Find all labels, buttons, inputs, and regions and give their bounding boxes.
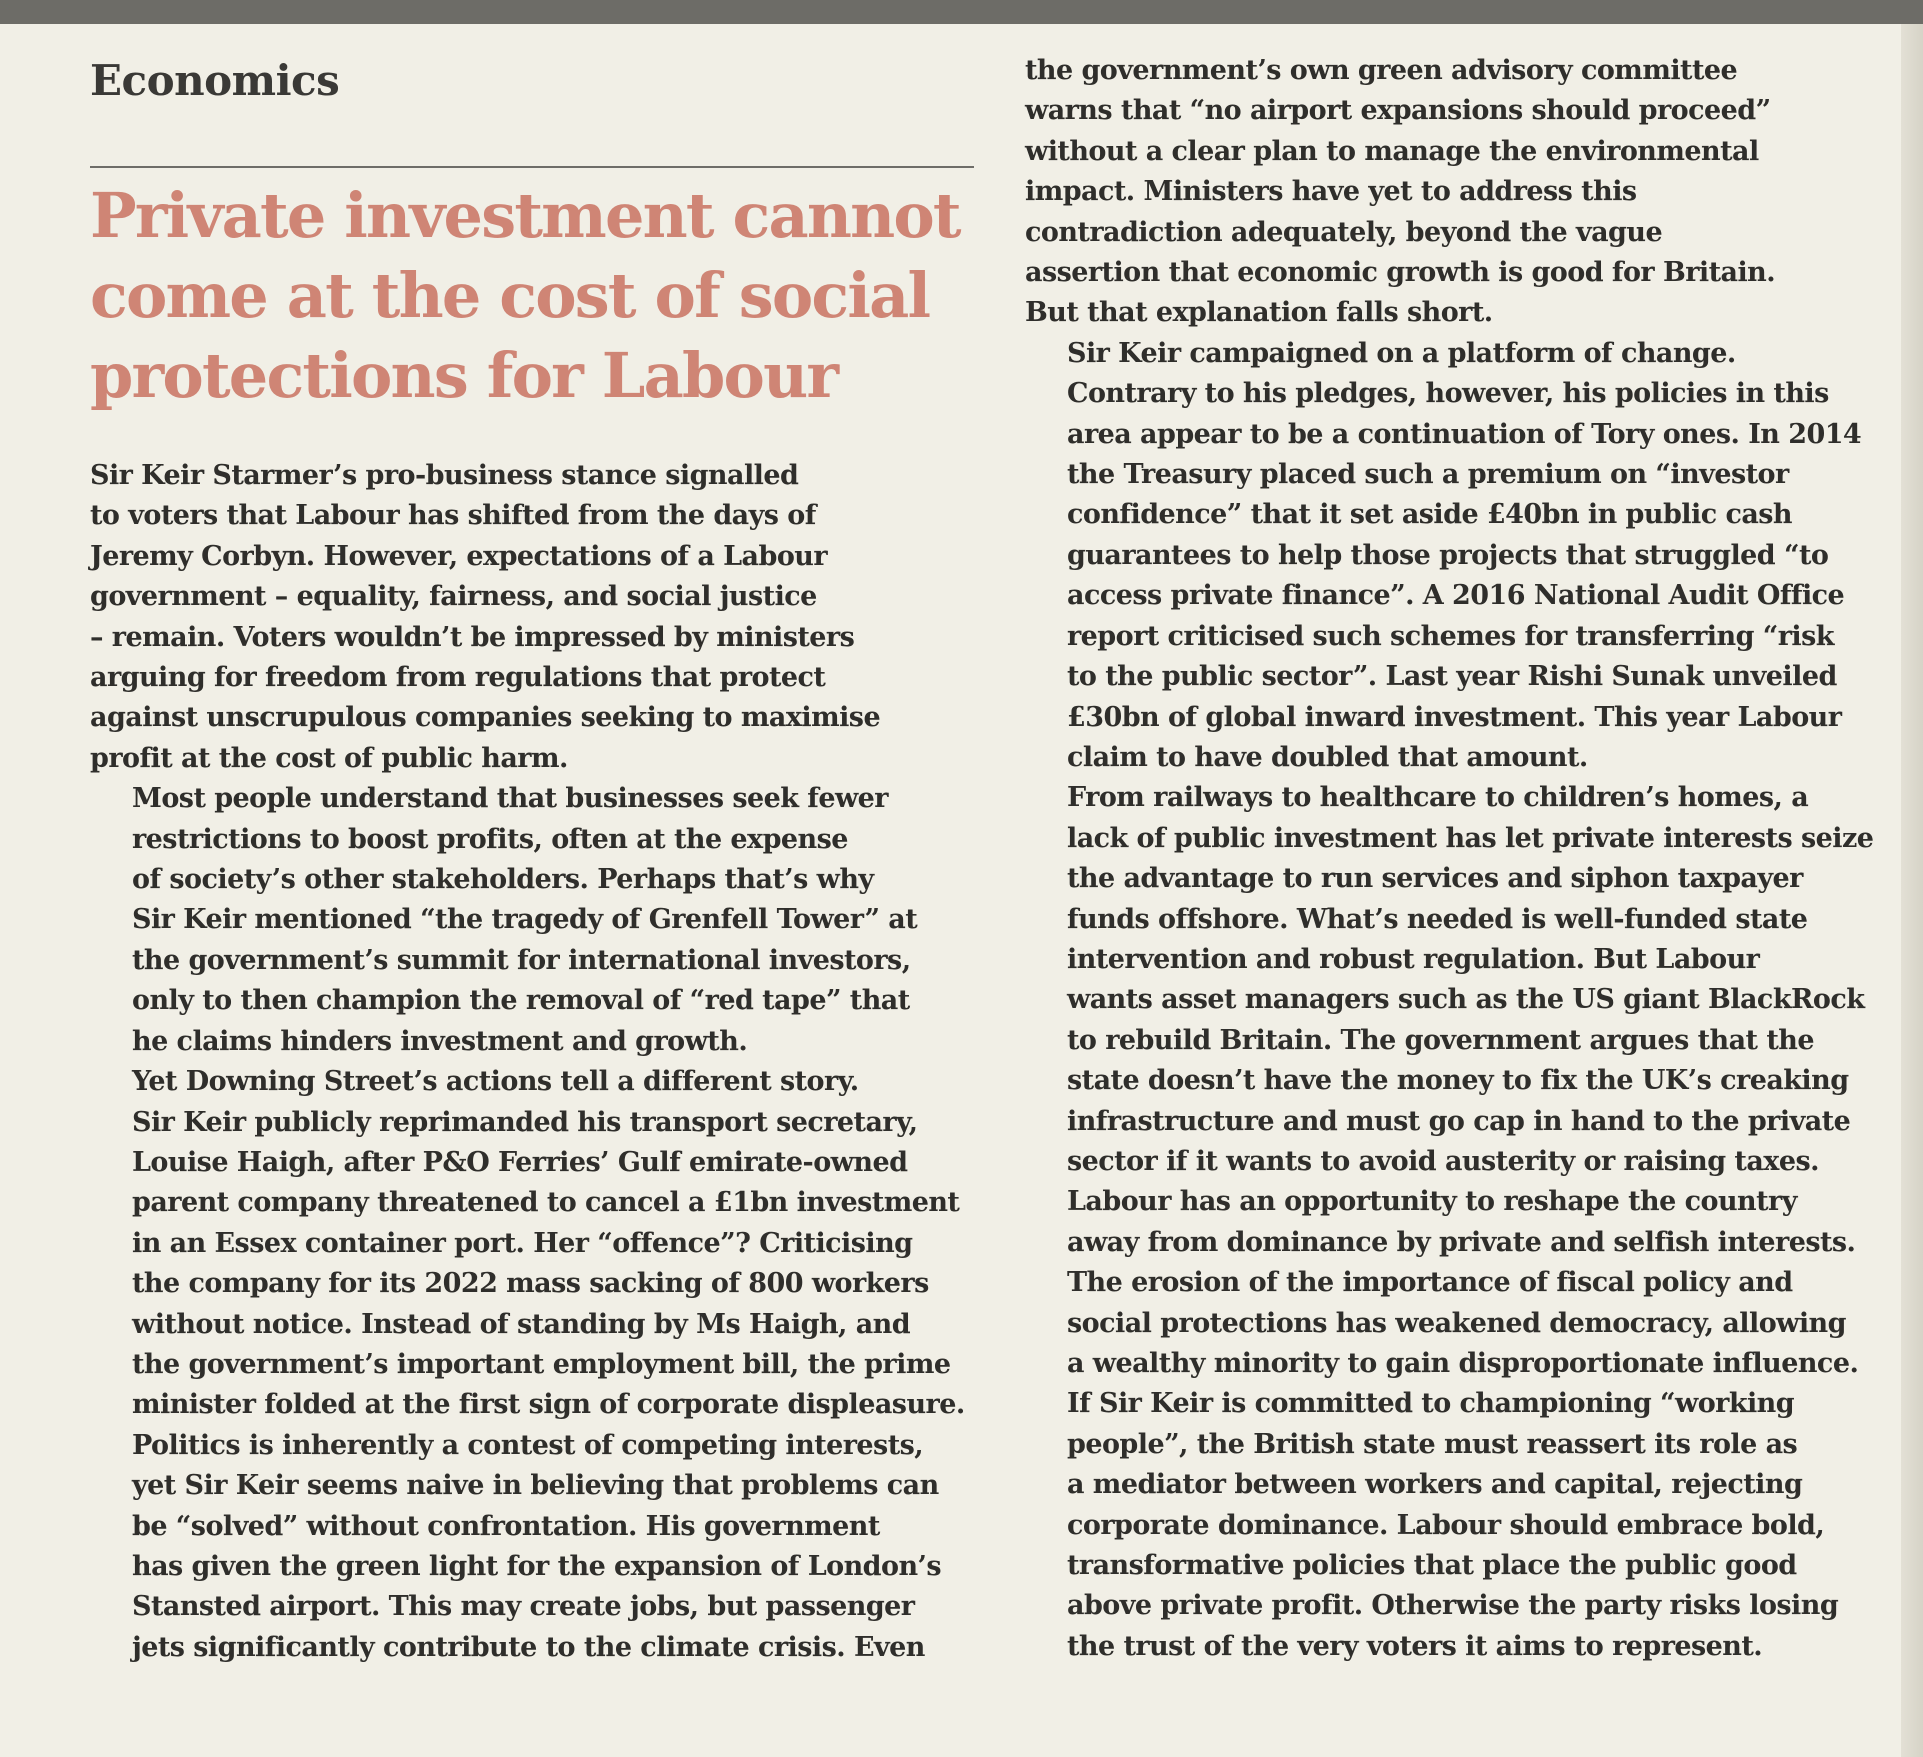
text-line: he claims hinders investment and growth.: [132, 1025, 748, 1057]
article-headline: [90, 176, 980, 416]
text-line: guarantees to help those projects that struggled “to: [1067, 539, 1829, 571]
article-paragraph: [1025, 778, 1905, 1182]
text-line: has given the green light for the expansion of London’s: [132, 1550, 942, 1582]
text-line: minister folded at the first sign of corporate displeasure.: [132, 1389, 965, 1421]
article-column-right: [1025, 51, 1905, 1667]
text-line: away from dominance by private and selfish interests.: [1067, 1226, 1856, 1258]
text-line: – remain. Voters wouldn’t be impressed by ministers: [90, 621, 855, 653]
text-line: parent company threatened to cancel a £1bn investment: [132, 1187, 960, 1219]
text-line: confidence” that it set aside £40bn in public cash: [1067, 499, 1793, 531]
article-paragraph: [1025, 51, 1905, 334]
text-line: the government’s own green advisory committee: [1025, 55, 1738, 86]
article-paragraph: [90, 1426, 990, 1668]
text-line: Sir Keir campaigned on a platform of change.: [1067, 337, 1736, 369]
text-line: infrastructure and must go cap in hand to the private: [1067, 1105, 1851, 1137]
text-line: funds offshore. What’s needed is well-funded state: [1067, 903, 1808, 935]
text-line: report criticised such schemes for transferring “risk: [1067, 620, 1834, 652]
text-line: Sir Keir publicly reprimanded his transport secretary,: [132, 1106, 918, 1138]
text-line: Sir Keir Starmer’s pro-business stance signalled: [90, 460, 799, 491]
text-line: Yet Downing Street’s actions tell a different story.: [132, 1066, 859, 1098]
text-line: against unscrupulous companies seeking to maximise: [90, 702, 881, 734]
text-line: But that explanation falls short.: [1025, 297, 1493, 329]
text-line: From railways to healthcare to children’s homes, a: [1067, 782, 1809, 814]
text-line: restrictions to boost profits, often at the expense: [132, 823, 848, 855]
text-line: a mediator between workers and capital, rejecting: [1067, 1469, 1803, 1501]
text-line: the advantage to run services and siphon taxpayer: [1067, 863, 1803, 895]
text-line: £30bn of global inward investment. This year Labour: [1067, 701, 1842, 733]
text-line: be “solved” without confrontation. His government: [132, 1510, 880, 1542]
page-top-border: [0, 0, 1923, 24]
text-line: Jeremy Corbyn. However, expectations of a Labour: [90, 540, 828, 572]
text-line: of society’s other stakeholders. Perhaps that’s why: [132, 864, 874, 896]
text-line: If Sir Keir is committed to championing “working: [1067, 1388, 1795, 1420]
text-line: transformative policies that place the public good: [1067, 1550, 1797, 1582]
text-line: Labour has an opportunity to reshape the country: [1067, 1186, 1797, 1218]
article-paragraph: [90, 1062, 990, 1426]
text-line: state doesn’t have the money to fix the UK’s creaking: [1067, 1065, 1849, 1097]
text-line: only to then champion the removal of “red tape” that: [132, 985, 910, 1017]
text-line: to voters that Labour has shifted from the days of: [90, 500, 816, 532]
text-line: Contrary to his pledges, however, his policies in this: [1067, 378, 1829, 410]
text-line: the company for its 2022 mass sacking of 800 workers: [132, 1268, 929, 1300]
text-line: profit at the cost of public harm.: [90, 742, 568, 774]
text-line: access private finance”. A 2016 National Audit Office: [1067, 580, 1845, 612]
text-line: without a clear plan to manage the environmental: [1025, 135, 1759, 167]
section-divider: [90, 166, 974, 168]
text-line: corporate dominance. Labour should embrace bold,: [1067, 1509, 1825, 1541]
text-line: wants asset managers such as the US giant BlackRock: [1067, 984, 1865, 1016]
text-line: arguing for freedom from regulations that protect: [90, 662, 826, 694]
text-line: above private profit. Otherwise the party risks losing: [1067, 1590, 1839, 1622]
text-line: people”, the British state must reassert its role as: [1067, 1428, 1798, 1460]
text-line: yet Sir Keir seems naive in believing that problems can: [132, 1470, 939, 1502]
text-line: assertion that economic growth is good for Britain.: [1025, 257, 1776, 289]
text-line: contradiction adequately, beyond the vague: [1025, 216, 1663, 248]
text-line: jets significantly contribute to the climate crisis. Even: [132, 1631, 925, 1663]
text-line: warns that “no airport expansions should proceed”: [1025, 95, 1771, 127]
headline-line: come at the cost of social: [90, 259, 930, 332]
text-line: lack of public investment has let private interests seize: [1067, 822, 1874, 854]
text-line: claim to have doubled that amount.: [1067, 741, 1588, 773]
text-line: to rebuild Britain. The government argues that the: [1067, 1024, 1814, 1056]
headline-line: Private investment cannot: [90, 179, 960, 252]
text-line: in an Essex container port. Her “offence”? Criticising: [132, 1227, 913, 1259]
text-line: without notice. Instead of standing by Ms Haigh, and: [132, 1308, 911, 1340]
text-line: the trust of the very voters it aims to represent.: [1067, 1630, 1763, 1662]
text-line: Most people understand that businesses seek fewer: [132, 783, 888, 815]
text-line: the government’s summit for international investors,: [132, 944, 911, 976]
text-line: the Treasury placed such a premium on “investor: [1067, 459, 1789, 491]
text-line: Louise Haigh, after P&O Ferries’ Gulf emirate-owned: [132, 1146, 908, 1178]
article-paragraph: [1025, 334, 1905, 778]
text-line: a wealthy minority to gain disproportionate influence.: [1067, 1348, 1859, 1379]
text-line: government – equality, fairness, and social justice: [90, 581, 817, 613]
text-line: to the public sector”. Last year Rishi Sunak unveiled: [1067, 661, 1837, 693]
text-line: Politics is inherently a contest of competing interests,: [132, 1429, 924, 1461]
headline-line: protections for Labour: [90, 339, 838, 412]
text-line: The erosion of the importance of fiscal policy and: [1067, 1267, 1793, 1299]
section-label: Economics: [90, 56, 340, 105]
text-line: Sir Keir mentioned “the tragedy of Grenfell Tower” at: [132, 904, 918, 936]
text-line: social protections has weakened democracy, allowing: [1067, 1307, 1846, 1339]
article-column-left: [90, 456, 990, 1668]
text-line: impact. Ministers have yet to address this: [1025, 176, 1637, 208]
text-line: Stansted airport. This may create jobs, but passenger: [132, 1591, 915, 1623]
article-paragraph: [90, 456, 990, 779]
text-line: area appear to be a continuation of Tory ones. In 2014: [1067, 418, 1862, 450]
text-line: sector if it wants to avoid austerity or raising taxes.: [1067, 1145, 1819, 1177]
article-paragraph: [1025, 1182, 1905, 1667]
text-line: the government’s important employment bill, the prime: [132, 1348, 951, 1380]
article-paragraph: [90, 779, 990, 1062]
text-line: intervention and robust regulation. But Labour: [1067, 943, 1760, 975]
